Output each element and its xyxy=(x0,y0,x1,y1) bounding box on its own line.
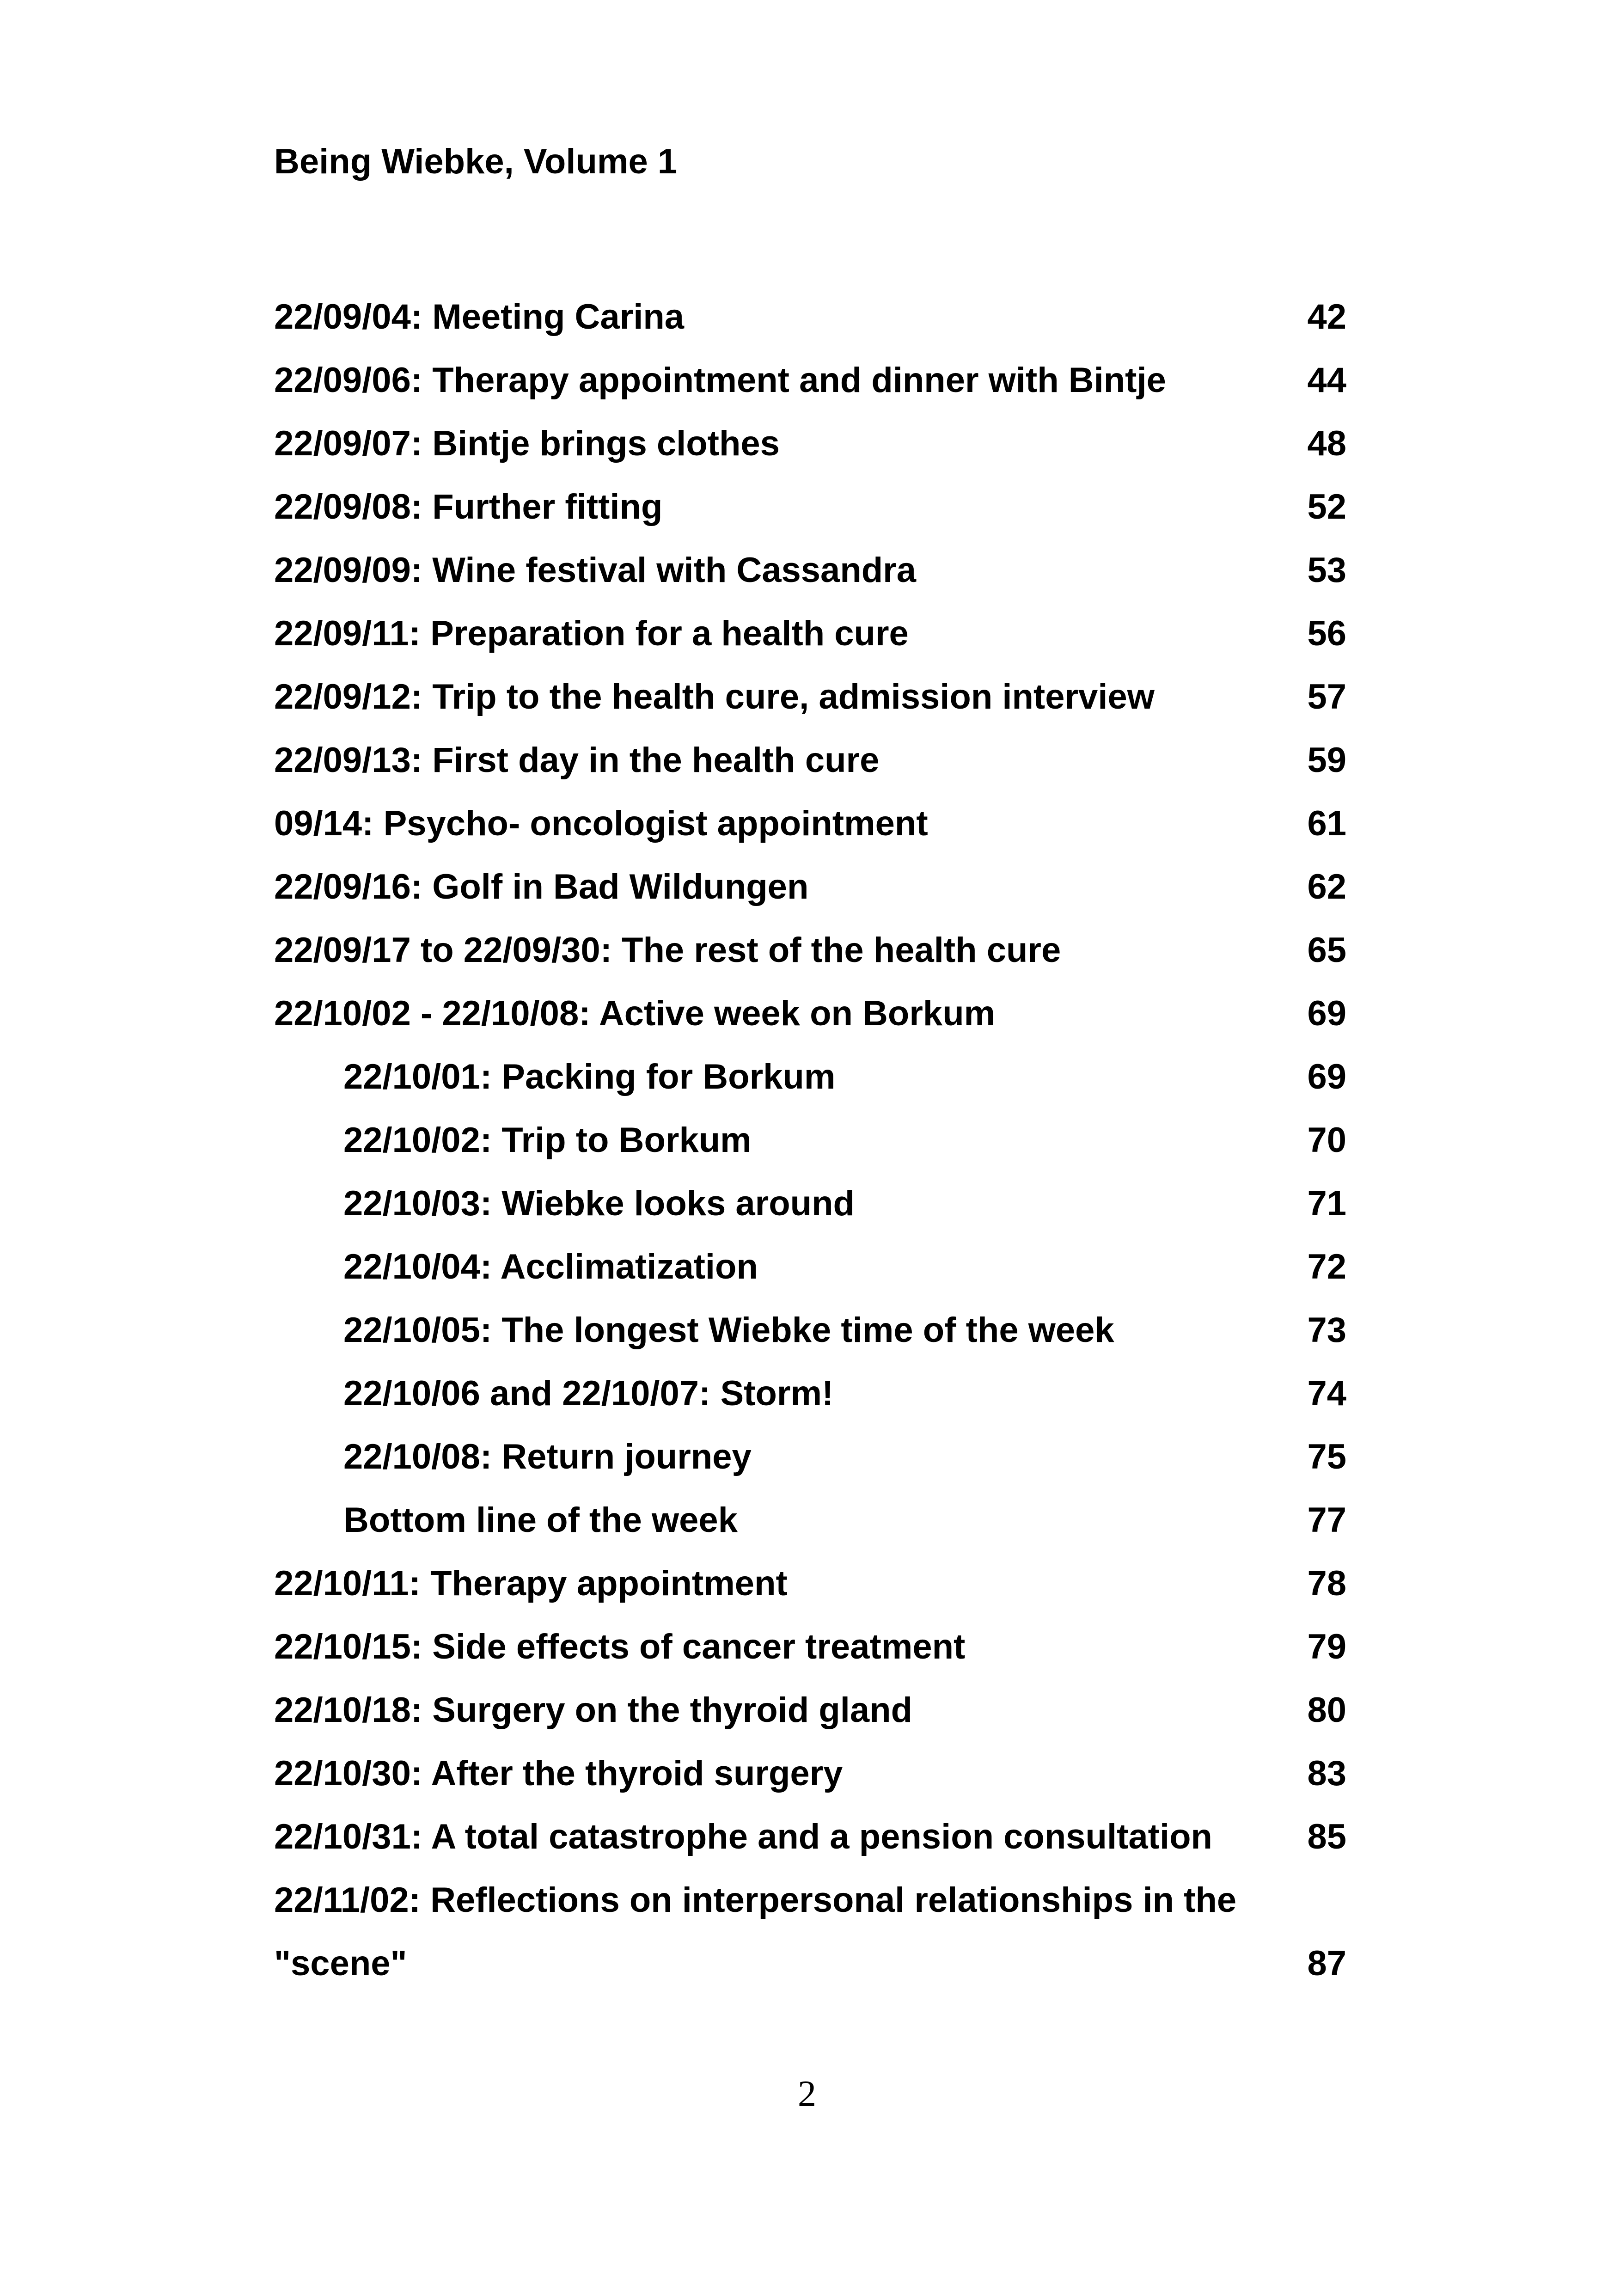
toc-entry-page: 87 xyxy=(1307,1944,1346,1983)
toc-entry-page: 52 xyxy=(1307,487,1346,527)
toc-subentry xyxy=(274,1425,1346,1488)
toc-entry-title: 22/10/06 and 22/10/07: Storm! xyxy=(343,1374,834,1413)
toc-entry-page: 75 xyxy=(1307,1437,1346,1476)
toc-entry xyxy=(274,729,1346,792)
toc-entry-title: 22/09/11: Preparation for a health cure xyxy=(274,614,909,653)
toc-subentry xyxy=(274,1488,1346,1552)
toc-entry xyxy=(274,349,1346,412)
toc-entry-page: 78 xyxy=(1307,1564,1346,1603)
toc-entry-page: 69 xyxy=(1307,1057,1346,1096)
toc-entry-title: 22/09/12: Trip to the health cure, admission interview xyxy=(274,677,1155,716)
toc-entry xyxy=(274,1615,1346,1678)
toc-entry-title: 22/09/08: Further fitting xyxy=(274,487,663,527)
toc-entry xyxy=(274,285,1346,349)
toc-entry-page: 80 xyxy=(1307,1690,1346,1730)
toc-entry-title: 09/14: Psycho- oncologist appointment xyxy=(274,804,928,843)
toc-entry-page: 72 xyxy=(1307,1247,1346,1286)
toc-entry-page: 57 xyxy=(1307,677,1346,716)
toc-entry-title: 22/10/02 - 22/10/08: Active week on Borkum xyxy=(274,994,996,1033)
toc-entry-title: 22/09/17 to 22/09/30: The rest of the health cure xyxy=(274,931,1061,970)
toc-entry-title: 22/11/02: Reflections on interpersonal relationships in the "scene" xyxy=(274,1880,1237,1983)
toc-entry-title: 22/10/01: Packing for Borkum xyxy=(343,1057,836,1096)
toc-entry-title: 22/10/30: After the thyroid surgery xyxy=(274,1754,843,1793)
toc-entry-page: 44 xyxy=(1307,361,1346,400)
toc-entry-page: 56 xyxy=(1307,614,1346,653)
toc-entry-page: 42 xyxy=(1307,297,1346,337)
toc-subentry xyxy=(274,1235,1346,1298)
toc-entry-page: 71 xyxy=(1307,1184,1346,1223)
toc-entry-page: 53 xyxy=(1307,551,1346,590)
toc-entry xyxy=(274,1678,1346,1742)
toc-entry xyxy=(274,792,1346,855)
toc-entry-title: 22/10/18: Surgery on the thyroid gland xyxy=(274,1690,912,1730)
toc-subentry xyxy=(274,1045,1346,1108)
toc-entry-page: 74 xyxy=(1307,1374,1346,1413)
toc-entry-page: 85 xyxy=(1307,1817,1346,1856)
toc-entry-title: Bottom line of the week xyxy=(343,1500,738,1540)
page-number: 2 xyxy=(798,2074,816,2114)
toc-entry xyxy=(274,475,1346,539)
toc-entry xyxy=(274,1868,1346,1995)
toc-entry xyxy=(274,855,1346,918)
toc-entry xyxy=(274,1805,1346,1868)
toc-entry-title: 22/10/11: Therapy appointment xyxy=(274,1564,788,1603)
toc-entry-title: 22/10/03: Wiebke looks around xyxy=(343,1184,855,1223)
toc-entry-title: 22/09/06: Therapy appointment and dinner with Bintje xyxy=(274,361,1166,400)
toc-entry xyxy=(274,982,1346,1045)
table-of-contents xyxy=(274,285,1346,1995)
toc-entry-page: 79 xyxy=(1307,1627,1346,1666)
toc-entry-page: 77 xyxy=(1307,1500,1346,1540)
toc-entry xyxy=(274,602,1346,665)
toc-entry-title: 22/09/07: Bintje brings clothes xyxy=(274,424,780,463)
toc-subentry xyxy=(274,1172,1346,1235)
toc-entry-title: 22/09/16: Golf in Bad Wildungen xyxy=(274,867,809,906)
toc-entry-title: 22/10/04: Acclimatization xyxy=(343,1247,758,1286)
toc-subentry xyxy=(274,1362,1346,1425)
toc-entry-page: 61 xyxy=(1307,804,1346,843)
toc-entry-title: 22/09/13: First day in the health cure xyxy=(274,741,880,780)
toc-entry xyxy=(274,918,1346,982)
toc-entry-title: 22/10/02: Trip to Borkum xyxy=(343,1120,752,1160)
running-header-title: Being Wiebke, Volume 1 xyxy=(274,142,678,181)
toc-subentry xyxy=(274,1298,1346,1362)
toc-entry-title: 22/10/05: The longest Wiebke time of the week xyxy=(343,1310,1114,1350)
toc-entry xyxy=(274,665,1346,729)
toc-entry-page: 73 xyxy=(1307,1310,1346,1350)
toc-entry-title: 22/10/15: Side effects of cancer treatment xyxy=(274,1627,966,1666)
toc-entry-page: 62 xyxy=(1307,867,1346,906)
toc-subentry xyxy=(274,1108,1346,1172)
toc-entry xyxy=(274,539,1346,602)
toc-entry-page: 48 xyxy=(1307,424,1346,463)
toc-entry-page: 83 xyxy=(1307,1754,1346,1793)
toc-entry-page: 69 xyxy=(1307,994,1346,1033)
toc-entry-page: 59 xyxy=(1307,741,1346,780)
toc-entry-title: 22/09/09: Wine festival with Cassandra xyxy=(274,551,917,590)
toc-entry xyxy=(274,1742,1346,1805)
toc-entry-page: 65 xyxy=(1307,931,1346,970)
toc-entry-title: 22/10/08: Return journey xyxy=(343,1437,752,1476)
toc-entry-title: 22/09/04: Meeting Carina xyxy=(274,297,685,337)
toc-entry xyxy=(274,412,1346,475)
toc-entry-page: 70 xyxy=(1307,1120,1346,1160)
toc-entry xyxy=(274,1552,1346,1615)
toc-entry-title: 22/10/31: A total catastrophe and a pension consultation xyxy=(274,1817,1212,1856)
